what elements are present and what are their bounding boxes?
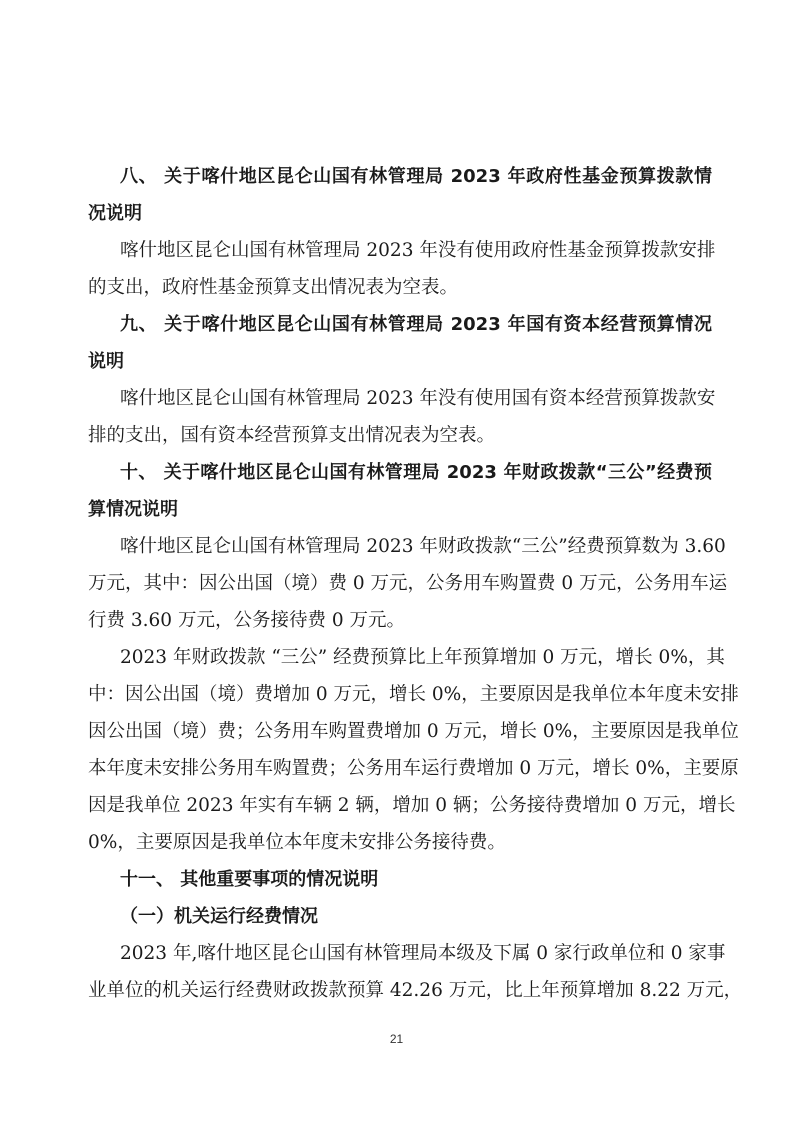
body-text-line: 行费 3.60 万元，公务接待费 0 万元。 [88,610,405,631]
body-text-line: 喀什地区昆仑山国有林管理局 2023 年没有使用政府性基金预算拨款安排 [120,240,716,261]
body-text-line: 因公出国（境）费；公务用车购置费增加 0 万元，增长 0%，主要原因是我单位 [88,721,739,742]
body-text-line: 本年度未安排公务用车购置费；公务用车运行费增加 0 万元，增长 0%，主要原 [88,758,739,779]
body-text-line: 0%，主要原因是我单位本年度未安排公务接待费。 [88,832,506,853]
body-text-line: 2023 年,喀什地区昆仑山国有林管理局本级及下属 0 家行政单位和 0 家事 [120,943,726,964]
body-text-line: 喀什地区昆仑山国有林管理局 2023 年没有使用国有资本经营预算拨款安 [120,388,716,409]
heading-line: 九、 关于喀什地区昆仑山国有林管理局 2023 年国有资本经营预算情况 [120,314,712,335]
body-text-line: 业单位的机关运行经费财政拨款预算 42.26 万元，比上年预算增加 8.22 万元， [88,980,743,1001]
heading-line: 算情况说明 [88,499,178,520]
heading-line: 说明 [88,351,124,372]
body-text-line: 喀什地区昆仑山国有林管理局 2023 年财政拨款“三公”经费预算数为 3.60 [120,536,726,557]
heading-line: （一）机关运行经费情况 [120,906,318,927]
body-text-line: 因是我单位 2023 年实有车辆 2 辆，增加 0 辆；公务接待费增加 0 万元，增长 [88,795,736,816]
heading-line: 况说明 [88,203,142,224]
page-number: 21 [389,1032,404,1046]
heading-line: 八、 关于喀什地区昆仑山国有林管理局 2023 年政府性基金预算拨款情 [120,166,712,187]
body-text-line: 2023 年财政拨款 “三公” 经费预算比上年预算增加 0 万元，增长 0%，其 [120,647,725,668]
heading-line: 十、 关于喀什地区昆仑山国有林管理局 2023 年财政拨款“三公”经费预 [120,462,712,483]
body-text-line: 的支出，政府性基金预算支出情况表为空表。 [88,277,459,298]
body-text-line: 万元，其中：因公出国（境）费 0 万元，公务用车购置费 0 万元，公务用车运 [88,573,728,594]
body-text-line: 中：因公出国（境）费增加 0 万元，增长 0%，主要原因是我单位本年度未安排 [88,684,739,705]
body-text-line: 排的支出，国有资本经营预算支出情况表为空表。 [88,425,496,446]
heading-line: 十一、 其他重要事项的情况说明 [120,869,379,890]
